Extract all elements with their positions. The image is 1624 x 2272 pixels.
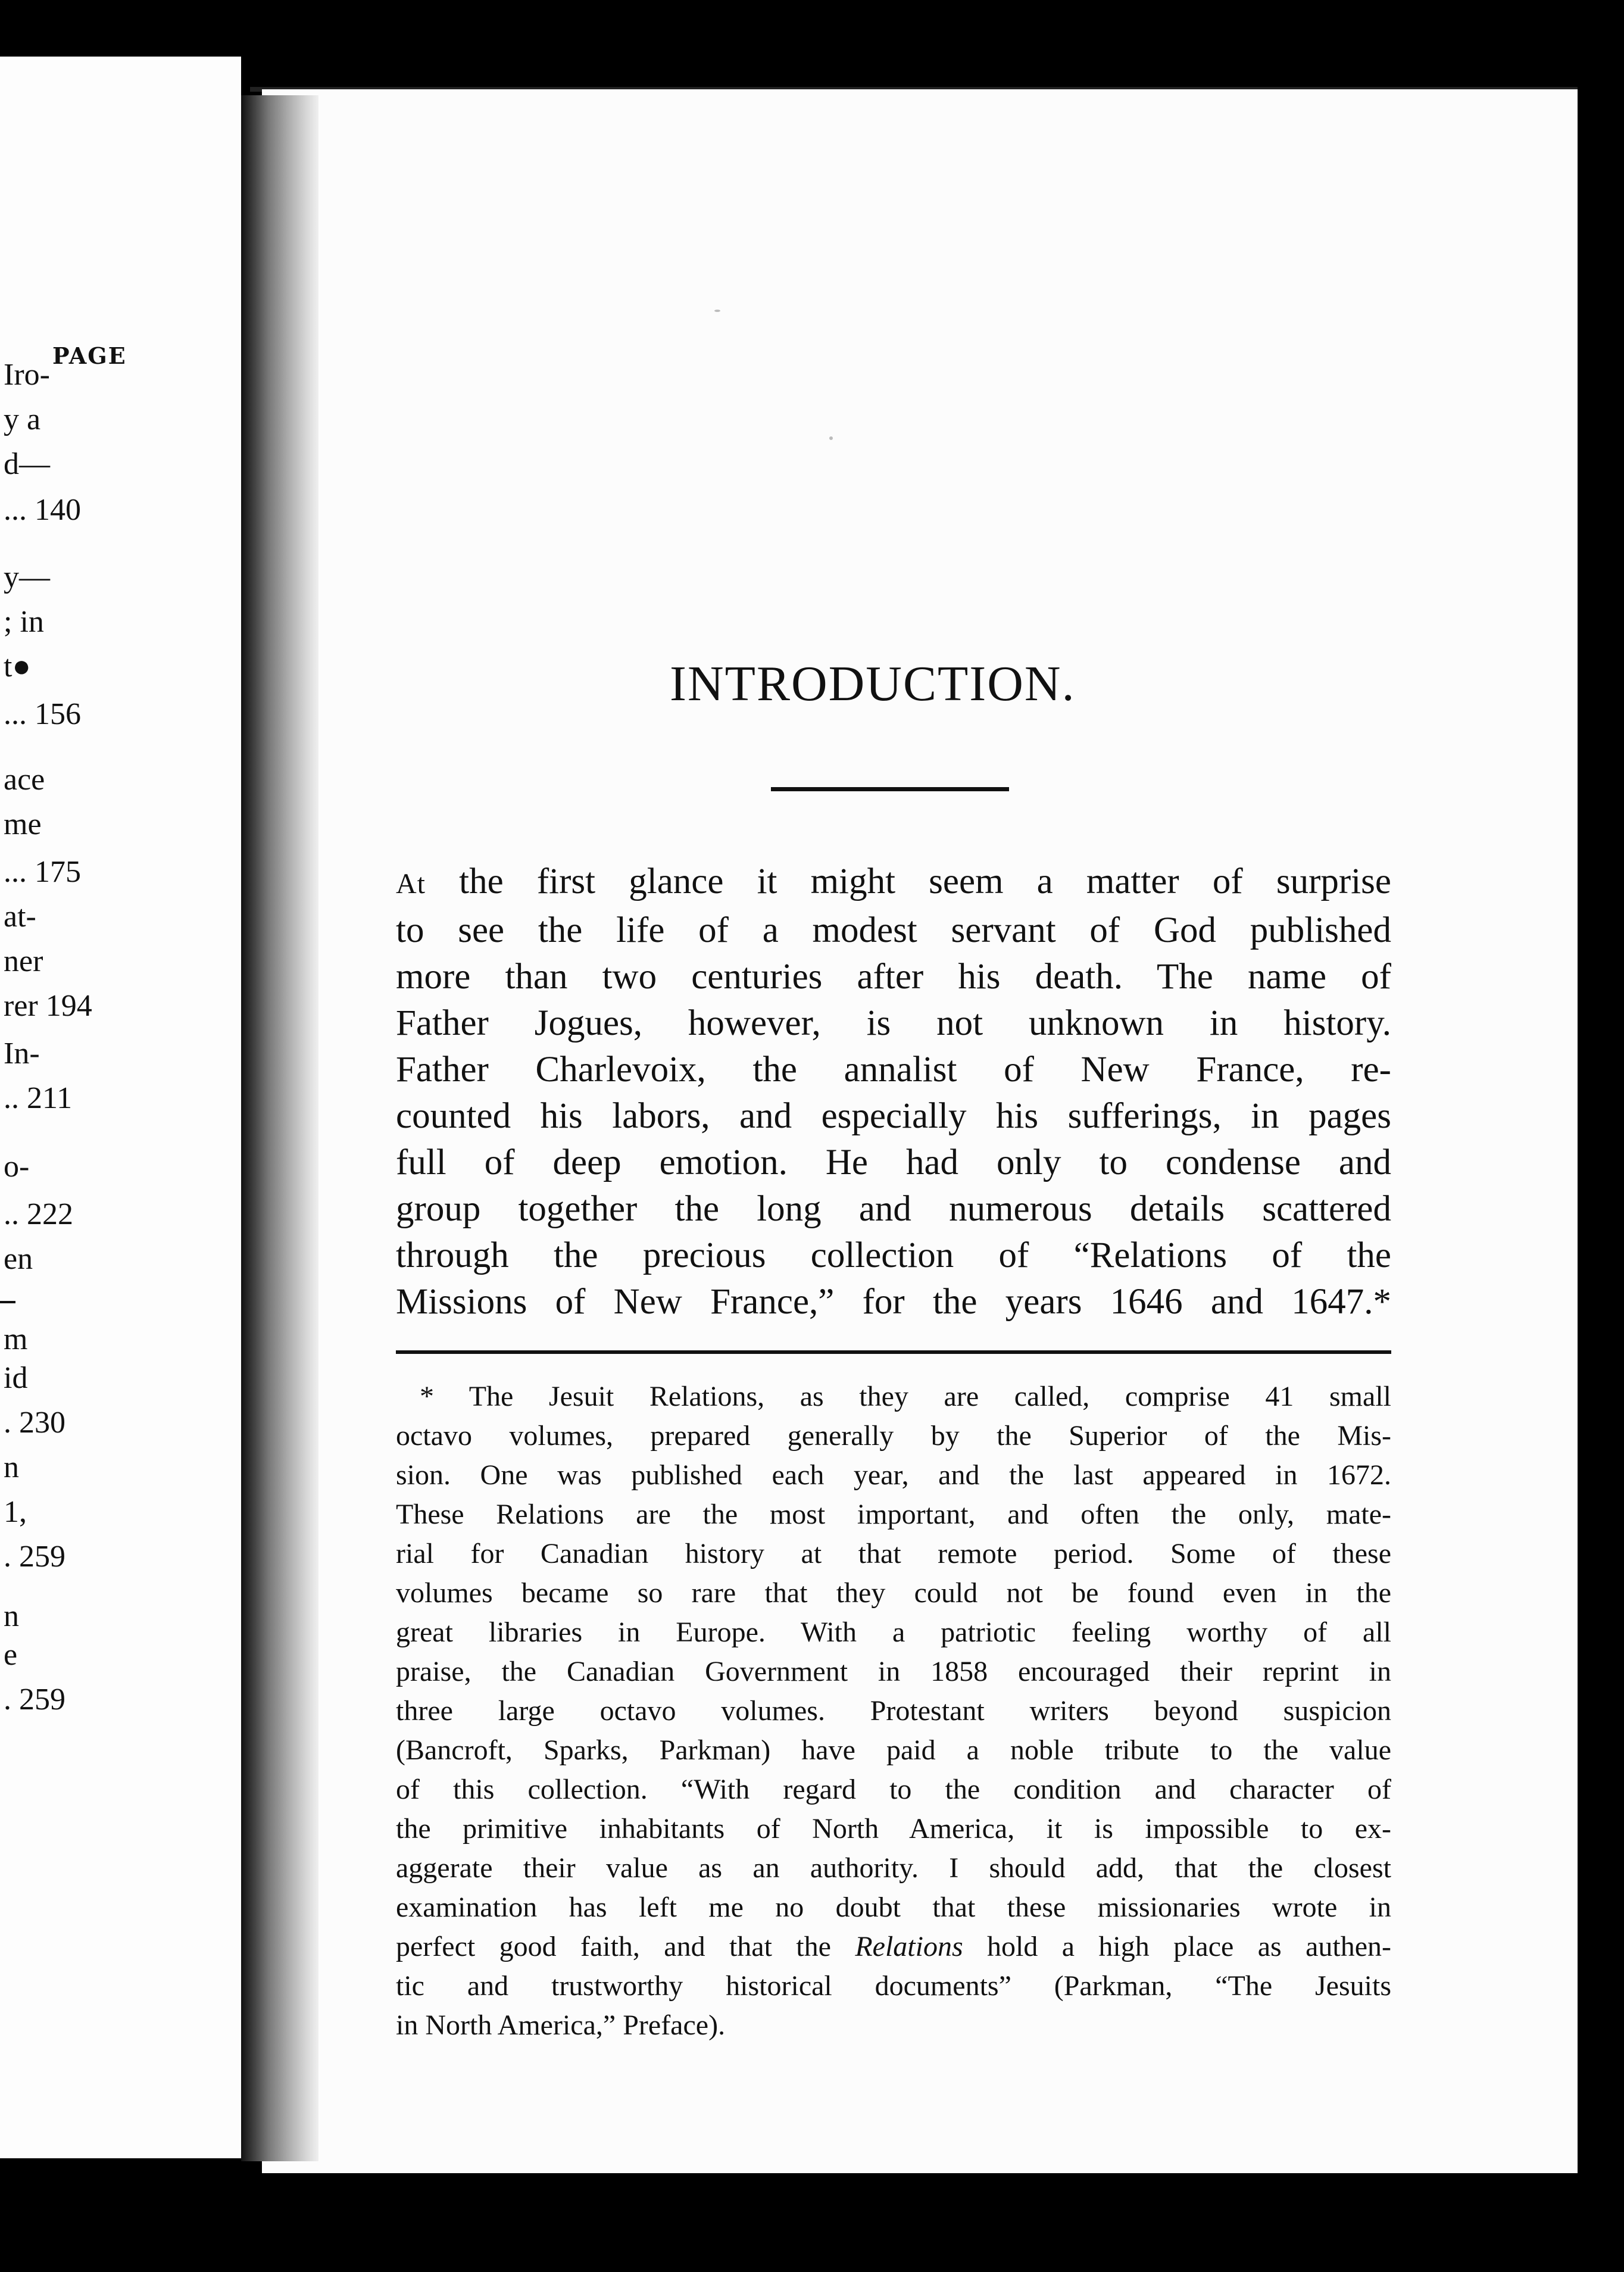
footnote-line: great libraries in Europe. With a patriotic feeling worthy of all (396, 1616, 1391, 1648)
contents-fragment: ace (4, 763, 45, 797)
footnote-line: aggerate their value as an authority. I should add, that the closest (396, 1852, 1391, 1884)
contents-fragment: rer 194 (4, 989, 92, 1023)
contents-fragment: 1, (4, 1495, 27, 1529)
body-line: to see the life of a modest servant of God published (396, 910, 1391, 950)
body-line (396, 859, 1391, 907)
footnote-line: three large octavo volumes. Protestant writers beyond suspicion (396, 1695, 1391, 1727)
contents-fragment: y— (4, 560, 50, 594)
contents-fragment: In- (4, 1037, 40, 1071)
footnote-text: perfect good faith, and that the (396, 1931, 855, 1962)
contents-fragment: o- (4, 1150, 30, 1184)
footnote-line: sion. One was published each year, and the last appeared in 1672. (396, 1459, 1391, 1491)
footnote-line: praise, the Canadian Government in 1858 encouraged their reprint in (396, 1656, 1391, 1687)
paper-speck (829, 436, 833, 440)
footnote-line: * The Jesuit Relations, as they are called, comprise 41 small (420, 1381, 1391, 1412)
contents-fragment: ner (4, 944, 43, 978)
footnote-line: rial for Canadian history at that remote period. Some of these (396, 1538, 1391, 1569)
footnote-rule (396, 1350, 1391, 1354)
contents-fragment: .. 222 (4, 1197, 73, 1231)
contents-fragment: Iro- (4, 358, 50, 392)
small-caps-opening: At (396, 868, 426, 900)
body-paragraph (396, 859, 1391, 1325)
contents-fragment: n (4, 1450, 19, 1484)
title-rule (771, 787, 1009, 791)
contents-fragment: . 259 (4, 1540, 65, 1574)
body-line: group together the long and numerous details scattered (396, 1189, 1391, 1229)
contents-fragment: d— (4, 447, 50, 481)
divider (0, 1301, 15, 1303)
chapter-title: INTRODUCTION. (670, 656, 1076, 711)
gutter-shadow (241, 95, 318, 2161)
footnote-line: These Relations are the most important, and often the only, mate- (396, 1499, 1391, 1530)
body-line: through the precious collection of “Relations of the (396, 1235, 1391, 1275)
body-line-text: the first glance it might seem a matter of surprise (426, 862, 1391, 901)
contents-fragment: e (4, 1638, 18, 1672)
italic-title: Relations (855, 1931, 963, 1962)
previous-page (0, 57, 241, 2158)
footnote-line: (Bancroft, Sparks, Parkman) have paid a noble tribute to the value (396, 1734, 1391, 1766)
paper-speck (714, 310, 720, 312)
body-line: full of deep emotion. He had only to condense and (396, 1143, 1391, 1182)
contents-fragment: n (4, 1599, 19, 1633)
contents-fragment: ... 156 (4, 697, 81, 731)
footnote-line: the primitive inhabitants of North America, it is impossible to ex- (396, 1813, 1391, 1845)
footnote-line: octavo volumes, prepared generally by the Superior of the Mis- (396, 1420, 1391, 1452)
contents-fragment: .. 211 (4, 1081, 73, 1115)
body-line: Father Jogues, however, is not unknown in history. (396, 1003, 1391, 1043)
footnote-line: tic and trustworthy historical documents” (Parkman, “The Jesuits (396, 1970, 1391, 2002)
footnote-text: hold a high place as authen- (963, 1931, 1392, 1962)
contents-fragment: y a (4, 402, 41, 436)
contents-fragment: ... 140 (4, 493, 81, 527)
footnote-line: volumes became so rare that they could not be found even in the (396, 1577, 1391, 1609)
contents-fragment: m (4, 1322, 28, 1356)
body-line: more than two centuries after his death. The name of (396, 957, 1391, 997)
contents-fragment: t● (4, 650, 31, 684)
footnote (396, 1377, 1391, 2045)
contents-fragment: me (4, 807, 42, 841)
footnote-line: of this collection. “With regard to the condition and character of (396, 1774, 1391, 1805)
contents-fragment: en (4, 1242, 33, 1276)
body-line: Father Charlevoix, the annalist of New France, re- (396, 1050, 1391, 1090)
body-line: counted his labors, and especially his sufferings, in pages (396, 1096, 1391, 1136)
footnote-line: examination has left me no doubt that these missionaries wrote in (396, 1892, 1391, 1923)
contents-fragment: at- (4, 900, 36, 934)
contents-fragment: ... 175 (4, 855, 81, 889)
contents-fragment: id (4, 1361, 28, 1395)
footnote-line: in North America,” Preface). (396, 2009, 726, 2041)
page-column-header: PAGE (52, 342, 127, 369)
body-line: Missions of New France,” for the years 1646 and 1647.* (396, 1282, 1391, 1322)
contents-fragment: ; in (4, 605, 44, 639)
contents-fragment: . 230 (4, 1406, 65, 1440)
contents-fragment: . 259 (4, 1683, 65, 1717)
footnote-line (396, 1927, 1391, 1967)
